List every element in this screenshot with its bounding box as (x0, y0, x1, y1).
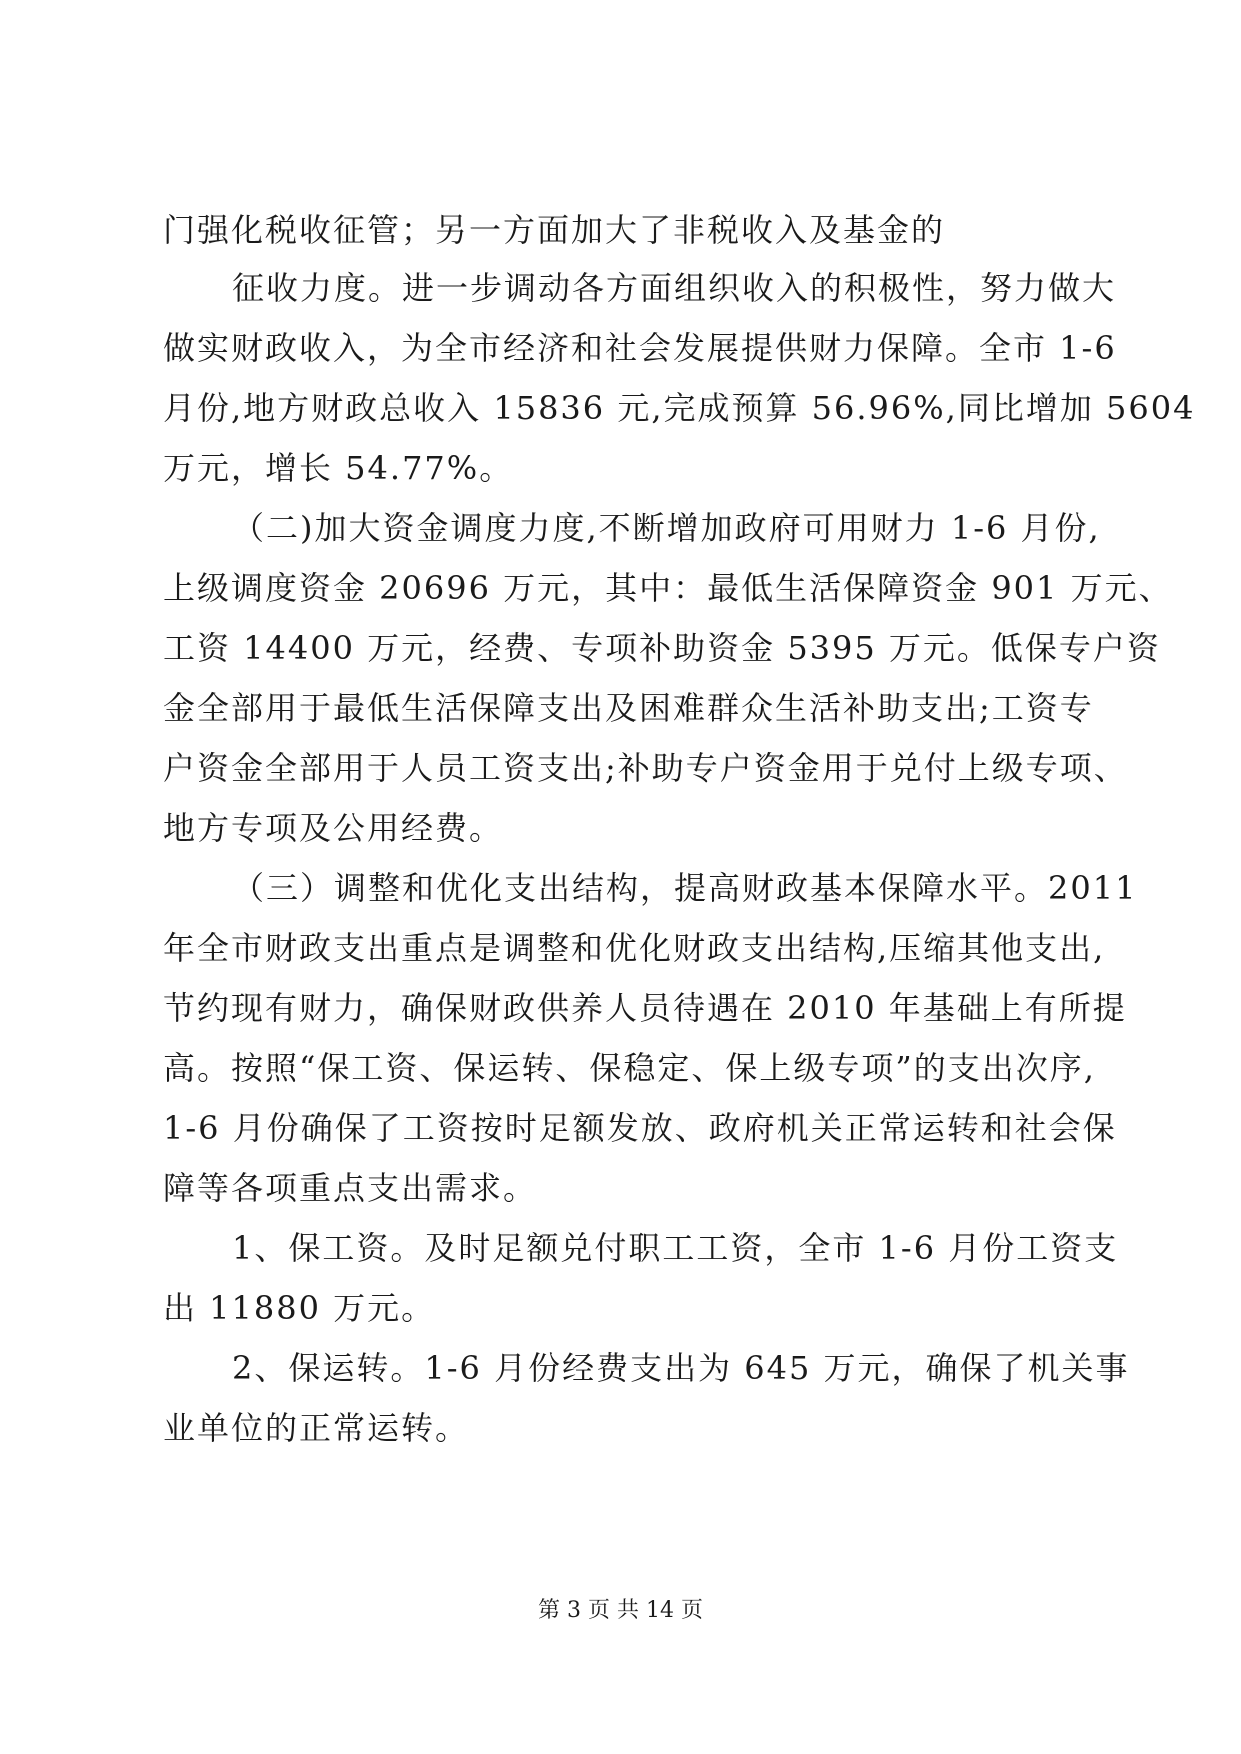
text-line: 障等各项重点支出需求。 (163, 1169, 538, 1207)
text-line: 征收力度。进一步调动各方面组织收入的积极性，努力做大 (232, 269, 1117, 307)
text-line: 年全市财政支出重点是调整和优化财政支出结构,压缩其他支出, (163, 929, 1106, 967)
page-footer: 第 3 页 共 14 页 (538, 1598, 703, 1623)
text-line: 门强化税收征管；另一方面加大了非税收入及基金的 (163, 211, 946, 249)
text-line: 1、保工资。及时足额兑付职工工资，全市 1-6 月份工资支 (232, 1229, 1119, 1267)
text-line: 1-6 月份确保了工资按时足额发放、政府机关正常运转和社会保 (163, 1109, 1117, 1147)
text-line: 地方专项及公用经费。 (163, 809, 504, 847)
text-line: 2、保运转。1-6 月份经费支出为 645 万元，确保了机关事 (232, 1349, 1130, 1387)
text-line: 工资 14400 万元，经费、专项补助资金 5395 万元。低保专户资 (163, 629, 1161, 667)
text-line: 户资金全部用于人员工资支出;补助专户资金用于兑付上级专项、 (163, 749, 1128, 787)
text-line: 做实财政收入，为全市经济和社会发展提供财力保障。全市 1-6 (163, 329, 1117, 367)
text-line: 出 11880 万元。 (163, 1289, 436, 1327)
text-line: 业单位的正常运转。 (163, 1409, 470, 1447)
text-line: （三）调整和优化支出结构，提高财政基本保障水平。2011 (232, 869, 1138, 907)
text-line: （二)加大资金调度力度,不断增加政府可用财力 1-6 月份, (232, 509, 1101, 547)
text-line: 金全部用于最低生活保障支出及困难群众生活补助支出;工资专 (163, 689, 1094, 727)
text-line: 节约现有财力，确保财政供养人员待遇在 2010 年基础上有所提 (163, 989, 1127, 1027)
text-line: 月份,地方财政总收入 15836 元,完成预算 56.96%,同比增加 5604 (163, 389, 1196, 427)
text-line: 上级调度资金 20696 万元，其中：最低生活保障资金 901 万元、 (163, 569, 1173, 607)
text-line: 万元，增长 54.77%。 (163, 449, 514, 487)
text-line: 高。按照“保工资、保运转、保稳定、保上级专项”的支出次序, (163, 1049, 1096, 1087)
